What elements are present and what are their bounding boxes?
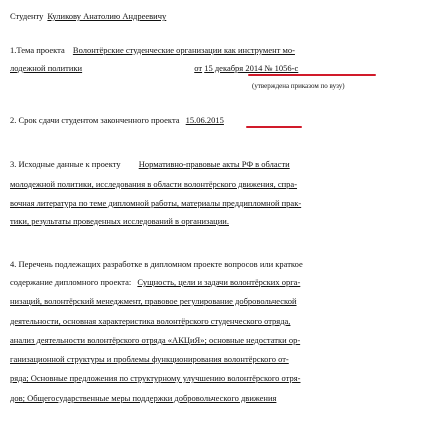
topic-line2: лодежной политики <box>10 63 83 73</box>
deadline-value: 15.06.2015 <box>185 115 224 125</box>
section2-line <box>10 114 224 126</box>
student-name: Куликову Анатолию Андреевичу <box>47 11 167 21</box>
section3-label: 3. Исходные данные к проекту <box>10 159 121 169</box>
order-highlight <box>248 74 376 76</box>
section1-line1 <box>10 44 295 56</box>
section1-label: 1.Тема проекта <box>10 45 65 55</box>
section4-text1: Сущность, цели и задачи волонтёрских орга- <box>137 277 301 287</box>
section2-label: 2. Срок сдачи студентом законченного проекта <box>10 115 180 125</box>
section4-text6: ряда; Основные предложения по структурному улучшению волонтёрского отря- <box>10 373 301 383</box>
section4-text3: деятельности, основная характеристика волонтёрского студенческого отряда, <box>10 316 291 326</box>
section4-line1 <box>10 276 300 288</box>
section1-line2 <box>10 62 298 74</box>
topic-line1: Волонтёрские студенческие организации как инструмент мо- <box>72 45 295 55</box>
section4-text4: анализ деятельности волонтёрского отряда «АКЦиЯ»; основные недостатки ор- <box>10 335 301 345</box>
section4-text2: низаций, волонтёрский менеджмент, правовое регулирование добровольческой <box>10 296 297 306</box>
section4-text7: дов; Общегосударственные меры поддержки добровольческого движения <box>10 393 277 403</box>
section3-text4: тики, результаты проведенных исследований в организации. <box>10 216 229 226</box>
section3-text1: Нормативно-правовые акты РФ в области <box>138 159 290 169</box>
order-value: 15 декабря 2014 № 1056-с <box>204 63 299 73</box>
section3-text2: молодежной политики, исследования в области волонтёрского движения, спра- <box>10 179 298 189</box>
section4-label2: содержание дипломного проекта: <box>10 277 132 287</box>
approved-note: (утверждена приказом по вузу) <box>252 82 345 90</box>
section3-text3: вочная литература по теме дипломной работы, материалы преддипломной прак- <box>10 198 302 208</box>
section4-label1: 4. Перечень подлежащих разработке в дипломном проекте вопросов или краткое <box>10 259 303 269</box>
deadline-highlight <box>246 126 302 128</box>
student-line <box>10 10 190 22</box>
order-prefix: от <box>194 63 203 73</box>
section4-text5: ганизационной структуры и проблемы функционирования волонтёрского от- <box>10 354 289 364</box>
section3-line1 <box>10 158 290 170</box>
student-label: Студенту <box>10 11 44 21</box>
